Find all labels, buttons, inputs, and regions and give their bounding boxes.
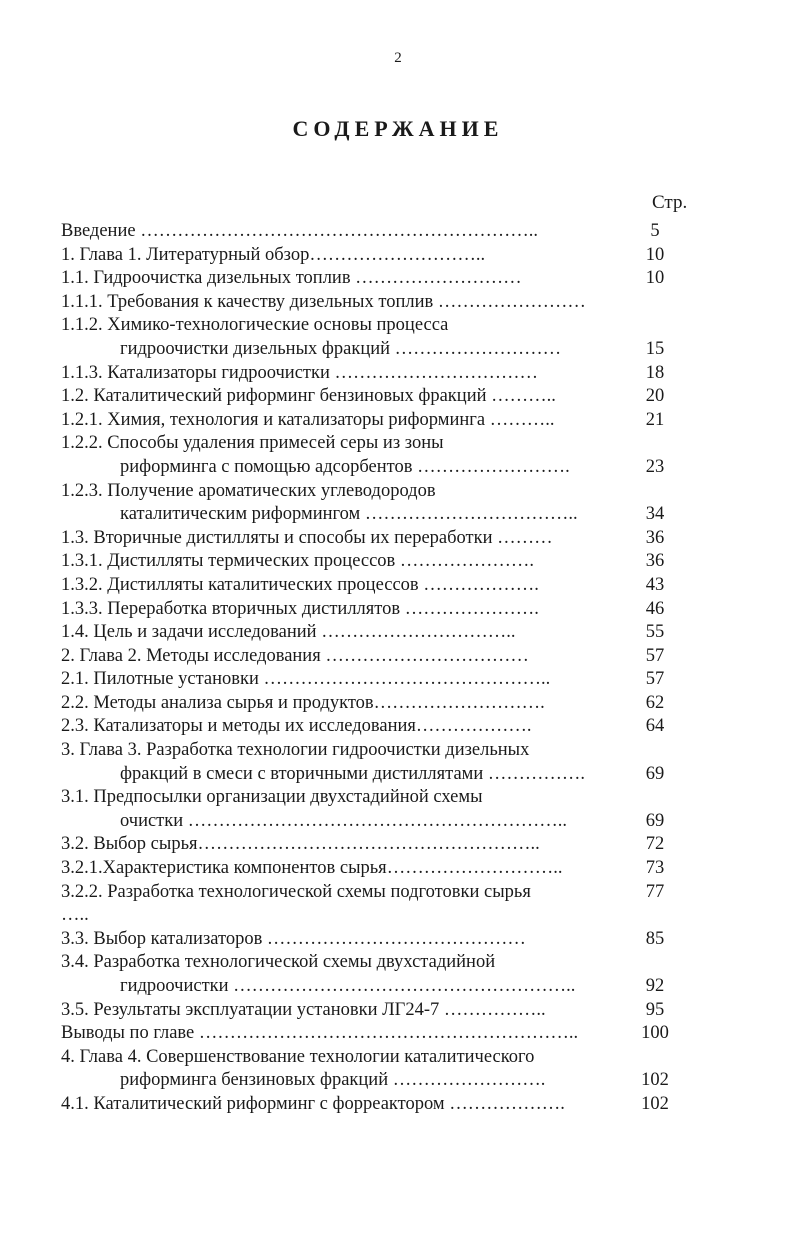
toc-entry-page: 18	[645, 362, 665, 383]
toc-entry-page: 102	[641, 1070, 669, 1091]
toc-entry-text: 4. Глава 4. Совершенствование технологии каталитического	[61, 1046, 535, 1067]
toc-entry	[0, 1046, 796, 1070]
toc-entry-page: 92	[645, 976, 665, 996]
toc-entry	[0, 432, 796, 456]
toc-entry-page: 46	[645, 598, 665, 619]
toc-entry	[0, 244, 796, 268]
toc-entry-text: 1.2.2. Способы удаления примесей серы из зоны	[61, 433, 444, 454]
toc-entry-page: 43	[645, 574, 665, 595]
toc-entry-text: гидроочистки дизельных фракций ………………………	[120, 338, 562, 359]
toc-entry-text: 1.4. Цель и задачи исследований …………………………..	[61, 622, 516, 643]
toc-entry-page: 73	[645, 858, 665, 879]
toc-entry-text: 2.3. Катализаторы и методы их исследования……………….	[61, 716, 532, 737]
toc-entry-text: 3.2.1.Характеристика компонентов сырья………………………..	[61, 858, 563, 879]
toc-entry	[0, 833, 796, 857]
toc-entry-page: 15	[645, 338, 665, 359]
table-of-contents	[0, 220, 796, 1117]
toc-entry-page: 55	[645, 622, 665, 643]
toc-entry-text: каталитическим риформингом ……………………………..	[120, 504, 578, 525]
toc-entry	[0, 362, 796, 386]
toc-entry	[0, 904, 796, 928]
page-column-header: Стр.	[652, 192, 688, 213]
toc-entry-page: 5	[650, 221, 660, 241]
toc-entry	[0, 810, 796, 834]
toc-entry-text: 1.1.2. Химико-технологические основы процесса	[61, 315, 449, 336]
toc-entry-text: 2.1. Пилотные установки ………………………………………..	[61, 669, 551, 690]
toc-entry-text: 1.3.1. Дистилляты термических процессов ………………….	[61, 551, 535, 572]
toc-entry	[0, 881, 796, 905]
toc-entry	[0, 456, 796, 480]
toc-entry-page: 100	[641, 1023, 669, 1044]
toc-entry	[0, 527, 796, 551]
toc-entry-text: 3. Глава 3. Разработка технологии гидроочистки дизельных	[61, 740, 530, 761]
toc-entry-text: 4.1. Каталитический риформинг с форреактором ……………….	[61, 1093, 565, 1114]
toc-entry	[0, 503, 796, 527]
toc-entry	[0, 220, 796, 244]
page-title: СОДЕРЖАНИЕ	[292, 116, 504, 141]
toc-entry-text: 3.1. Предпосылки организации двухстадийной схемы	[61, 787, 483, 808]
toc-entry-text: 1.3.2. Дистилляты каталитических процессов ……………….	[61, 574, 539, 595]
toc-entry-page: 95	[645, 999, 665, 1020]
toc-entry-page: 77	[645, 881, 665, 902]
toc-entry-page: 23	[645, 456, 665, 477]
toc-entry-page: 57	[645, 645, 665, 666]
toc-entry	[0, 645, 796, 669]
toc-entry	[0, 786, 796, 810]
toc-entry	[0, 314, 796, 338]
toc-entry	[0, 739, 796, 763]
toc-entry	[0, 550, 796, 574]
toc-entry-text: 2. Глава 2. Методы исследования ……………………………	[61, 645, 529, 666]
page-number: 2	[394, 50, 402, 66]
toc-entry-page: 72	[645, 834, 665, 855]
toc-entry-page: 62	[645, 692, 665, 713]
toc-entry-text: 1.1.3. Катализаторы гидроочистки ……………………………	[61, 362, 539, 383]
toc-entry-page: 69	[645, 763, 665, 784]
toc-entry-text: Выводы по главе ……………………………………………………..	[61, 1023, 579, 1044]
toc-entry-page: 10	[645, 244, 665, 265]
toc-entry	[0, 598, 796, 622]
toc-entry-page: 21	[645, 409, 665, 430]
toc-entry	[0, 951, 796, 975]
toc-entry-text: риформинга с помощью адсорбентов …………………….	[120, 456, 570, 477]
toc-entry	[0, 975, 796, 999]
toc-entry-text: 3.2.2. Разработка технологической схемы подготовки сырья	[61, 881, 531, 902]
toc-entry	[0, 409, 796, 433]
toc-entry-page: 64	[645, 716, 665, 737]
toc-entry-text: 2.2. Методы анализа сырья и продуктов……………………….	[61, 692, 545, 713]
toc-entry	[0, 1093, 796, 1117]
toc-entry	[0, 763, 796, 787]
toc-entry-text: 3.2. Выбор сырья………………………………………………..	[61, 834, 540, 855]
toc-entry-text: 1.2.3. Получение ароматических углеводородов	[61, 480, 436, 501]
toc-entry-text: фракций в смеси с вторичными дистиллятами …………….	[120, 763, 586, 784]
toc-entry-text: 3.4. Разработка технологической схемы двухстадийной	[61, 952, 496, 973]
toc-entry-text: …..	[61, 905, 89, 926]
toc-entry-text: очистки ……………………………………………………..	[120, 810, 568, 831]
toc-entry	[0, 621, 796, 645]
toc-entry-text: 3.3. Выбор катализаторов ……………………………………	[61, 928, 526, 949]
toc-entry	[0, 574, 796, 598]
toc-entry	[0, 668, 796, 692]
toc-entry-page: 57	[645, 669, 665, 690]
toc-entry-page: 34	[645, 504, 665, 525]
toc-entry-page: 36	[645, 551, 665, 572]
toc-entry	[0, 291, 796, 315]
toc-entry-text: 1.2.1. Химия, технология и катализаторы риформинга ………..	[61, 409, 555, 430]
toc-entry-page: 102	[641, 1093, 669, 1114]
toc-entry-page: 69	[645, 810, 665, 831]
toc-entry-text: 1. Глава 1. Литературный обзор………………………..	[61, 244, 486, 265]
toc-entry-text: 1.1.1. Требования к качеству дизельных топлив ……………………	[61, 291, 586, 312]
toc-entry-page: 36	[645, 527, 665, 548]
toc-entry	[0, 999, 796, 1023]
toc-entry	[0, 385, 796, 409]
toc-entry-text: 1.3.3. Переработка вторичных дистиллятов ………………….	[61, 598, 539, 619]
toc-entry-text: 1.3. Вторичные дистилляты и способы их переработки ………	[61, 527, 553, 548]
toc-entry	[0, 715, 796, 739]
toc-entry-text: 1.2. Каталитический риформинг бензиновых фракций ………..	[61, 386, 556, 407]
toc-entry	[0, 1069, 796, 1093]
toc-entry-text: риформинга бензиновых фракций …………………….	[120, 1070, 546, 1091]
toc-entry-page: 85	[645, 928, 665, 949]
toc-entry-page: 20	[645, 386, 665, 407]
toc-entry-text: гидроочистки ………………………………………………..	[120, 976, 576, 996]
toc-entry	[0, 267, 796, 291]
toc-entry	[0, 692, 796, 716]
toc-entry	[0, 338, 796, 362]
toc-entry-text: Введение ………………………………………………………..	[61, 221, 538, 241]
toc-entry	[0, 1022, 796, 1046]
toc-entry-page: 10	[645, 268, 665, 289]
toc-entry	[0, 857, 796, 881]
toc-entry	[0, 480, 796, 504]
toc-entry-text: 1.1. Гидроочистка дизельных топлив ………………………	[61, 268, 522, 289]
toc-entry	[0, 928, 796, 952]
toc-entry-text: 3.5. Результаты эксплуатации установки ЛГ24-7 ……………..	[61, 999, 546, 1020]
